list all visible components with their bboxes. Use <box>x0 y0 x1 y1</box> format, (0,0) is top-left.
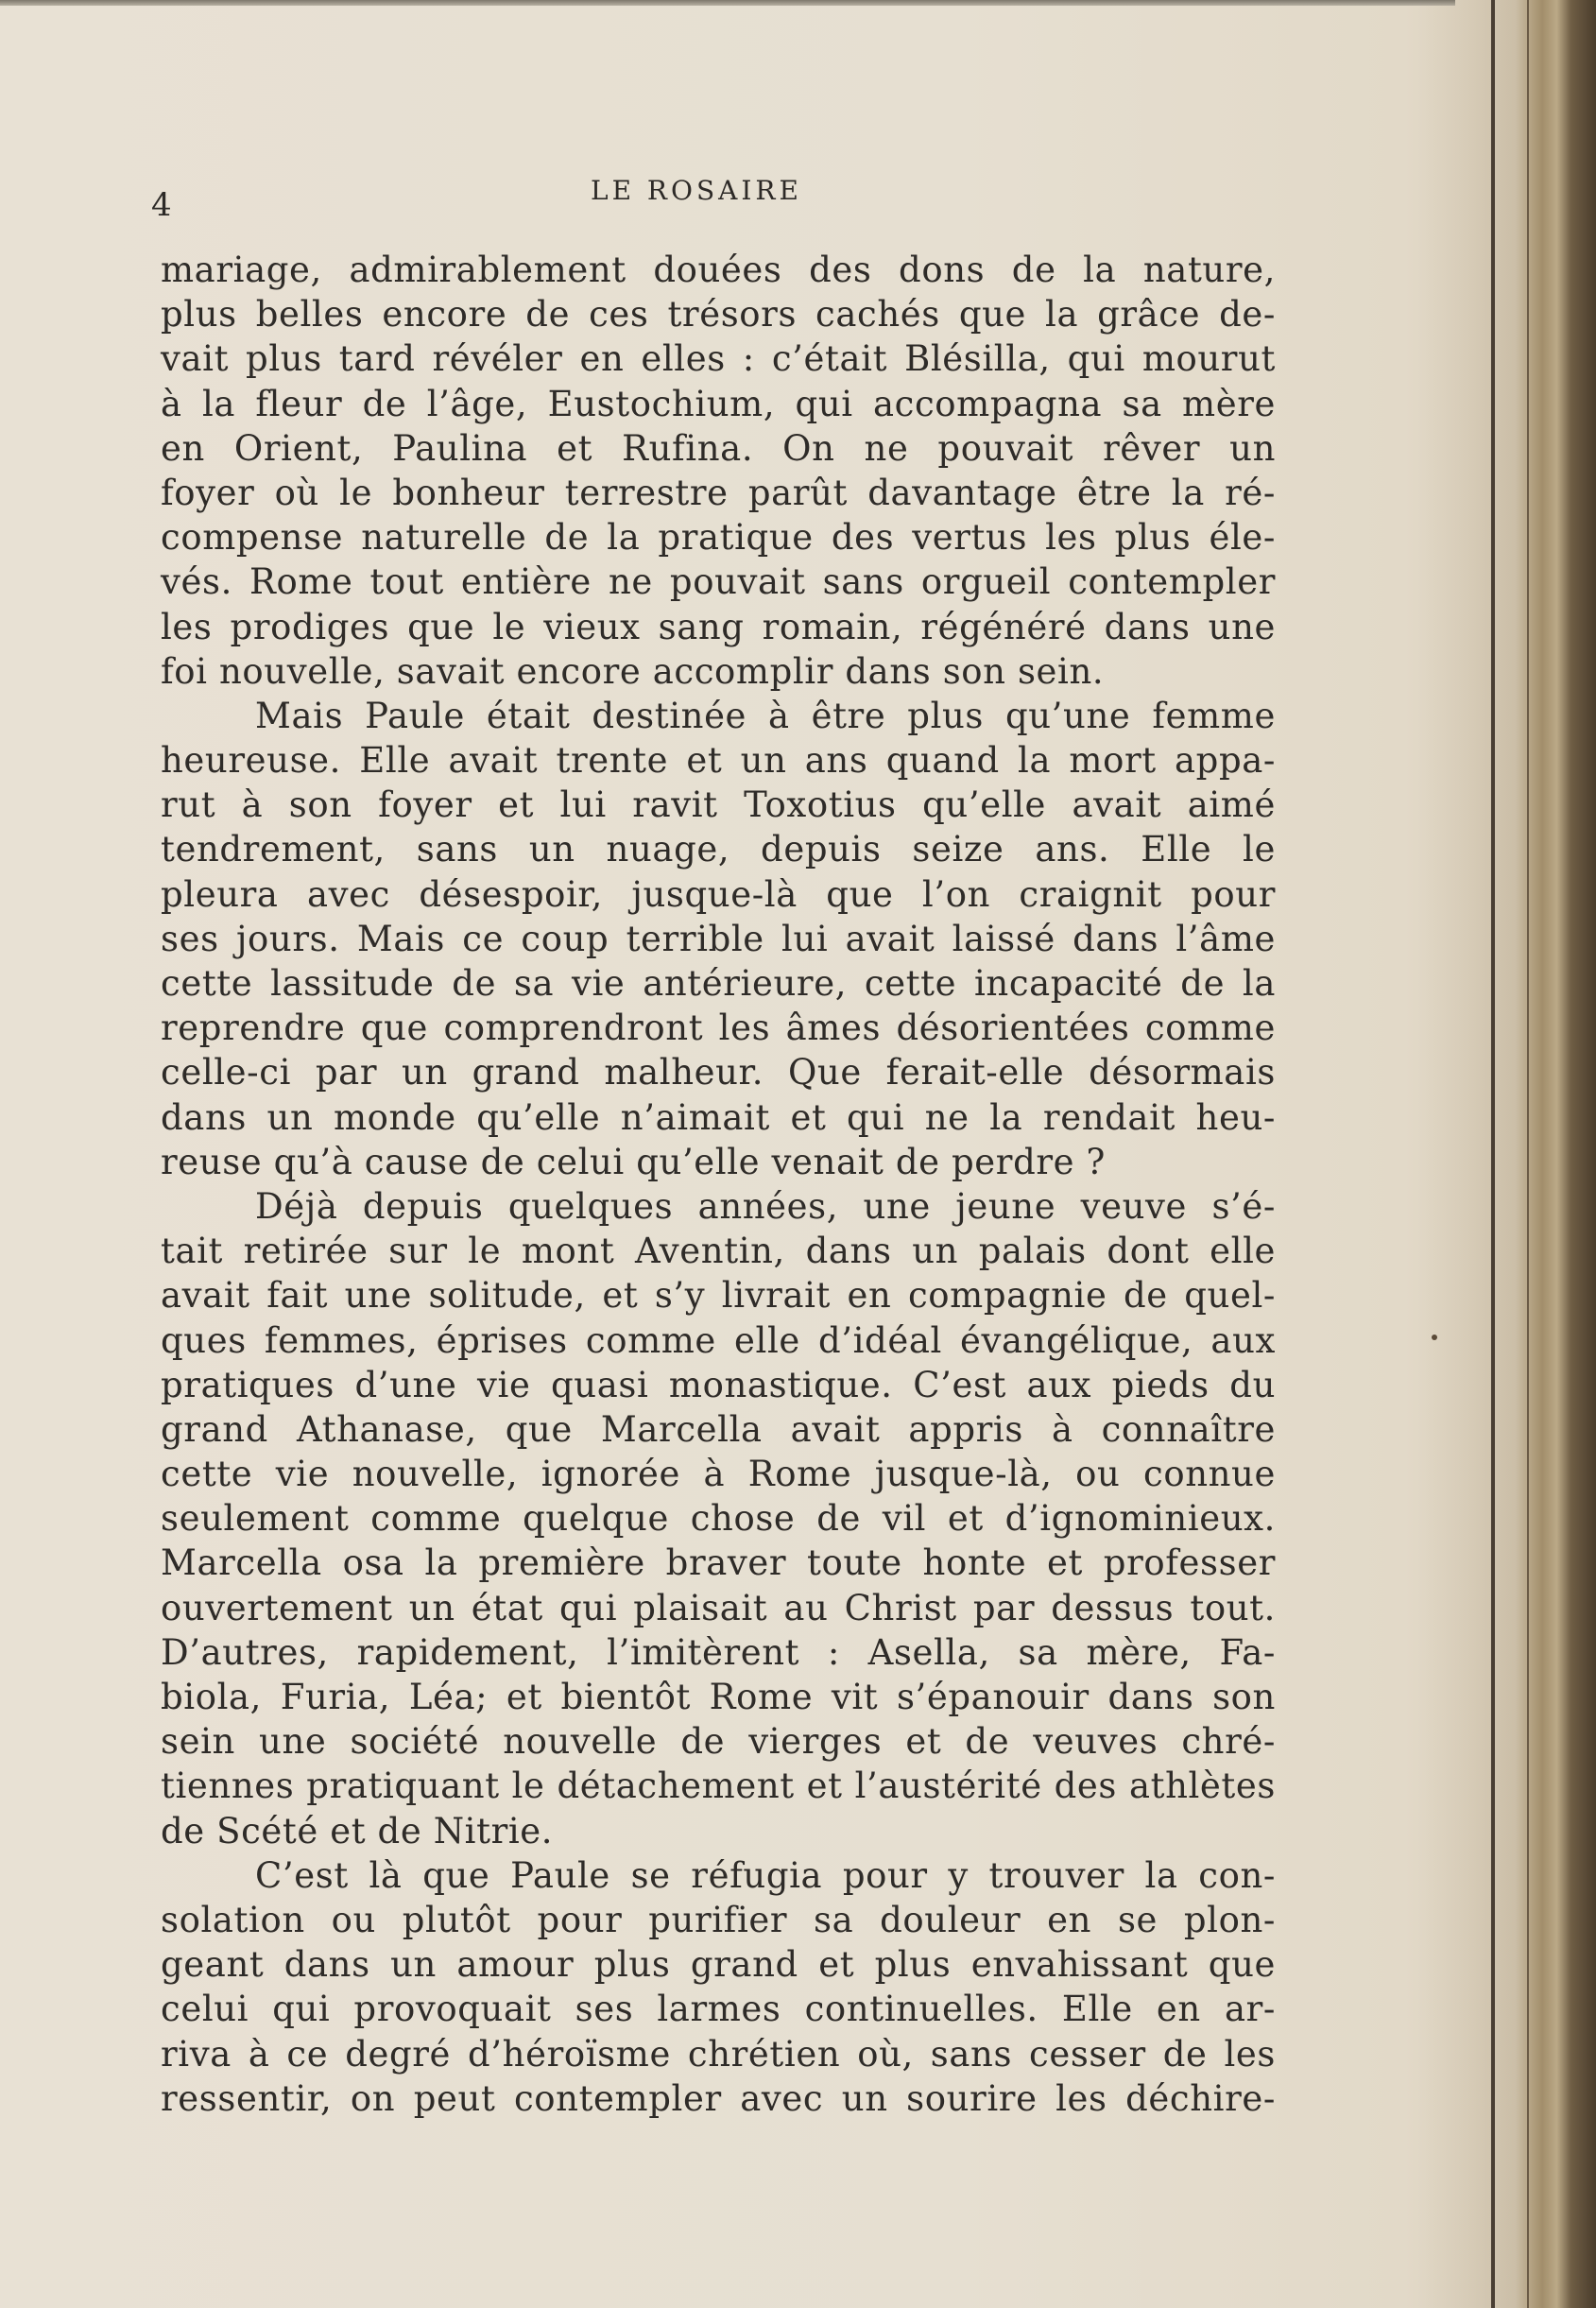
fold-line <box>1491 0 1495 2308</box>
running-title: LE ROSAIRE <box>591 175 802 206</box>
text-line: ques femmes, éprises comme elle d’idéal évangélique, aux <box>161 1319 1276 1361</box>
text-line: biola, Furia, Léa; et bientôt Rome vit s’épanouir dans son <box>161 1677 1276 1717</box>
text-line: cette vie nouvelle, ignorée à Rome jusque-là, ou connue <box>161 1454 1276 1495</box>
text-line: mariage, admirablement douées des dons de la nature, <box>161 250 1276 290</box>
text-line: grand Athanase, que Marcella avait appris à connaître <box>161 1408 1276 1450</box>
top-edge-shadow <box>0 0 1455 6</box>
text-line: tait retirée sur le mont Aventin, dans un palais dont elle <box>161 1231 1276 1272</box>
text-line: Marcella osa la première braver toute honte et professer <box>161 1542 1276 1584</box>
text-line: foyer où le bonheur terrestre parût davantage être la ré- <box>161 472 1276 513</box>
body-text <box>161 248 1276 2121</box>
page-edge <box>1417 0 1596 2308</box>
text-line: sein une société nouvelle de vierges et de veuves chré- <box>161 1721 1276 1763</box>
text-line: foi nouvelle, savait encore accomplir dans son sein. <box>161 650 1105 692</box>
text-line: vés. Rome tout entière ne pouvait sans orgueil contempler <box>161 561 1276 603</box>
speck <box>1432 1335 1437 1340</box>
text-line: plus belles encore de ces trésors cachés que la grâce de- <box>161 294 1276 336</box>
text-line: celle-ci par un grand malheur. Que ferait-elle désormais <box>161 1052 1276 1094</box>
text-line: ses jours. Mais ce coup terrible lui avait laissé dans l’âme <box>161 918 1276 959</box>
text-line: Déjà depuis quelques années, une jeune veuve s’é- <box>255 1185 1276 1227</box>
text-line: les prodiges que le vieux sang romain, régénéré dans une <box>161 606 1276 647</box>
text-line: solation ou plutôt pour purifier sa douleur en se plon- <box>161 1899 1276 1940</box>
text-line: compense naturelle de la pratique des vertus les plus éle- <box>161 517 1276 559</box>
text-line: D’autres, rapidement, l’imitèrent : Asella, sa mère, Fa- <box>161 1631 1276 1673</box>
text-line: riva à ce degré d’héroïsme chrétien où, sans cesser de les <box>161 2033 1276 2075</box>
fold-line <box>1527 0 1529 2308</box>
text-line: tiennes pratiquant le détachement et l’austérité des athlètes <box>161 1765 1276 1807</box>
text-line: Mais Paule était destinée à être plus qu’une femme <box>255 695 1276 736</box>
text-line: en Orient, Paulina et Rufina. On ne pouvait rêver un <box>161 427 1276 469</box>
text-line: C’est là que Paule se réfugia pour y trouver la con- <box>255 1854 1276 1896</box>
text-line: de Scété et de Nitrie. <box>161 1810 554 1852</box>
text-line: geant dans un amour plus grand et plus envahissant que <box>161 1944 1276 1986</box>
text-line: à la fleur de l’âge, Eustochium, qui accompagna sa mère <box>161 383 1276 424</box>
text-line: ouvertement un état qui plaisait au Christ par dessus tout. <box>161 1587 1276 1628</box>
text-line: pratiques d’une vie quasi monastique. C’est aux pieds du <box>161 1364 1276 1405</box>
text-line: ressentir, on peut contempler avec un sourire les déchire- <box>161 2077 1276 2119</box>
text-line: heureuse. Elle avait trente et un ans quand la mort appa- <box>161 740 1276 782</box>
page-number: 4 <box>151 186 172 224</box>
text-line: celui qui provoquait ses larmes continuelles. Elle en ar- <box>161 1989 1276 2030</box>
text-line: rut à son foyer et lui ravit Toxotius qu’elle avait aimé <box>161 784 1276 826</box>
text-line: avait fait une solitude, et s’y livrait en compagnie de quel- <box>161 1275 1276 1317</box>
text-line: dans un monde qu’elle n’aimait et qui ne la rendait heu- <box>161 1096 1276 1138</box>
text-line: vait plus tard révéler en elles : c’était Blésilla, qui mourut <box>161 338 1276 380</box>
text-line: reprendre que comprendront les âmes désorientées comme <box>161 1008 1276 1049</box>
text-line: cette lassitude de sa vie antérieure, cette incapacité de la <box>161 963 1276 1004</box>
text-line: seulement comme quelque chose de vil et d’ignominieux. <box>161 1498 1276 1540</box>
text-line: tendrement, sans un nuage, depuis seize ans. Elle le <box>161 829 1276 870</box>
text-line: pleura avec désespoir, jusque-là que l’on craignit pour <box>161 873 1276 915</box>
page-header <box>151 175 1295 232</box>
text-line: reuse qu’à cause de celui qu’elle venait de perdre ? <box>161 1141 1106 1182</box>
